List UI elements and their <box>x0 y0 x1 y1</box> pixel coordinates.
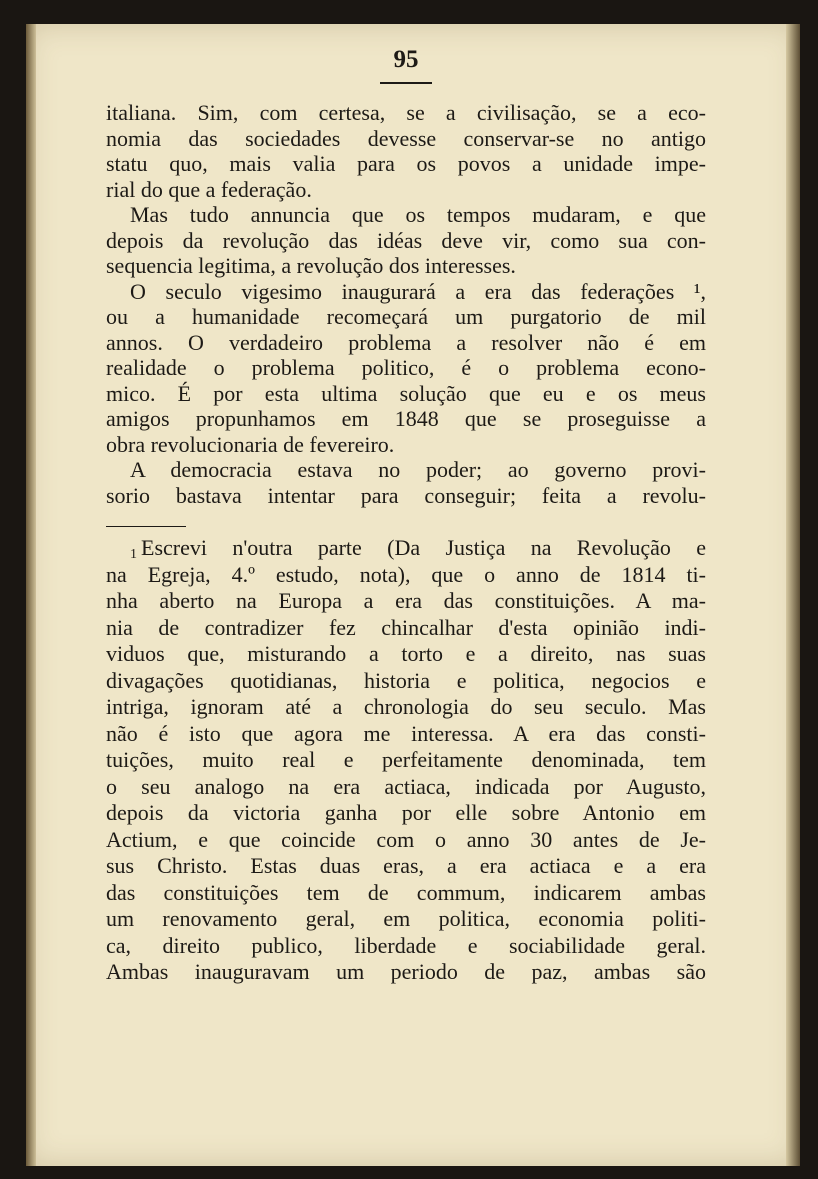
text-line: statu quo, mais valia para os povos a unidade impe- <box>106 151 706 176</box>
text-line: rial do que a federação. <box>106 176 312 202</box>
text-line: mico. É por esta ultima solução que eu e os meus <box>106 380 706 406</box>
page-edge <box>786 24 800 1166</box>
footnote-line: nha aberto na Europa a era das constituições. A ma- <box>106 588 706 613</box>
text-line: ou a humanidade recomeçará um purgatorio de mil <box>106 304 706 329</box>
text-body <box>106 100 706 986</box>
footnote-line: nia de contradizer fez chincalhar d'esta opinião indi- <box>106 614 706 640</box>
text-line: sequencia legitima, a revolução dos interesses. <box>106 253 516 278</box>
text-line: italiana. Sim, com certesa, se a civilisação, se a eco- <box>106 100 706 125</box>
footnote-line: não é isto que agora me interessa. A era das consti- <box>106 720 706 746</box>
text-line: A democracia estava no poder; ao governo provi- <box>130 457 706 482</box>
footnote-line: viduos que, misturando a torto e a direito, nas suas <box>106 641 706 666</box>
text-line: obra revolucionaria de fevereiro. <box>106 431 395 457</box>
footnote-line: das constituições tem de commum, indicarem ambas <box>106 879 706 905</box>
footnote-line: na Egreja, 4.º estudo, nota), que o anno de 1814 ti- <box>106 561 706 587</box>
footnote-line: Ambas inauguravam um periodo de paz, ambas são <box>106 959 706 984</box>
main-text <box>106 100 706 508</box>
page-gutter <box>26 24 36 1166</box>
book-page <box>26 24 800 1166</box>
text-line: annos. O verdadeiro problema a resolver não é em <box>106 329 706 355</box>
text-line: nomia das sociedades devesse conservar-se no antigo <box>106 125 706 151</box>
footnote-line: divagações quotidianas, historia e politica, negocios e <box>106 667 706 693</box>
footnote-line: tuições, muito real e perfeitamente denominada, tem <box>106 747 706 772</box>
footnote-line-text: Escrevi n'outra parte (Da Justiça na Revolução e <box>141 535 706 560</box>
footnote-line: intriga, ignoram até a chronologia do seu seculo. Mas <box>106 694 706 719</box>
footnote-line: um renovamento geral, em politica, economia politi- <box>106 906 706 931</box>
footnote-line: sus Christo. Estas duas eras, a era actiaca e a era <box>106 853 706 878</box>
text-line: amigos propunhamos em 1848 que se proseguisse a <box>106 406 706 431</box>
footnote-line: o seu analogo na era actiaca, indicada por Augusto, <box>106 773 706 799</box>
page-number-rule <box>380 82 432 84</box>
page-number: 95 <box>393 46 419 73</box>
footnote-line: depois da victoria ganha por elle sobre Antonio em <box>106 800 706 825</box>
footnote-line: ca, direito publico, liberdade e sociabilidade geral. <box>106 932 706 958</box>
text-line: realidade o problema politico, é o problema econo- <box>106 355 706 380</box>
text-line: sorio bastava intentar para conseguir; feita a revolu- <box>106 482 706 508</box>
text-line: Mas tudo annuncia que os tempos mudaram, e que <box>130 202 706 227</box>
footnote-marker: 1 <box>130 547 137 562</box>
footnote-rule <box>106 526 186 527</box>
footnote <box>106 535 706 986</box>
text-line: depois da revolução das idéas deve vir, como sua con- <box>106 227 706 253</box>
footnote-line <box>106 535 706 562</box>
footnote-line: Actium, e que coincide com o anno 30 antes de Je- <box>106 826 706 852</box>
text-line: O seculo vigesimo inaugurará a era das federações ¹, <box>130 278 706 304</box>
